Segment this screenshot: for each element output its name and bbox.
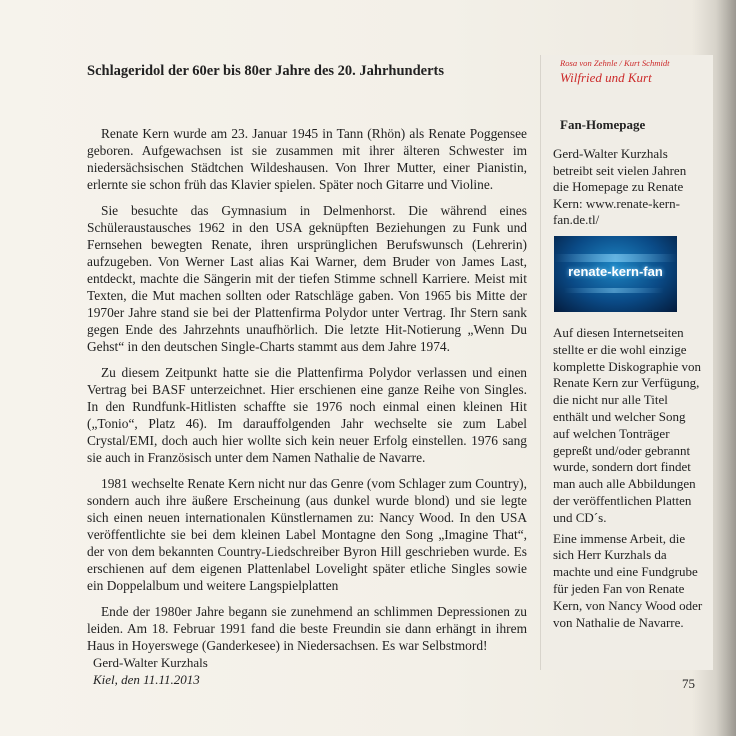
signature-place-date: Kiel, den 11.11.2013	[93, 672, 200, 687]
book-author: Rosa von Zehnle / Kurt Schmidt	[560, 58, 670, 68]
page-edge-shadow	[716, 0, 736, 736]
sidebar-heading: Fan-Homepage	[560, 117, 646, 132]
banner-text: renate-kern-fan	[568, 264, 663, 279]
article-paragraph: Zu diesem Zeitpunkt hatte sie die Plattenfirma Polydor verlassen und einen Vertrag bei BASF unterzeichnet. Hier erschienen eine ganze Reihe von Singles. In den Rundfunk-Hitlisten schaffte sie 1976 noch einmal einen kleinen Hit („Tonio“, Platz 46). Im darauffolgenden Jahr wechselte sie zum Label Crystal/EMI, doch auch hier wollte sich kein neuer Erfolg einstellen. 1976 sang sie auch in Französisch unter dem Namen Nathalie de Navarre.	[87, 365, 527, 465]
article-paragraph: Renate Kern wurde am 23. Januar 1945 in Tann (Rhön) als Renate Poggensee geboren. Aufgewachsen ist sie zusammen mit ihrer älteren Schwester im niedersächsischen Städtchen Wildeshausen. Von Ihrer Mutter, einer Pianistin, erlernte sie schon früh das Klavier spielen. Später noch Gitarre und Violine.	[87, 126, 527, 192]
article-paragraph: Sie besuchte das Gymnasium in Delmenhorst. Die während eines Schüleraustausches 1962 in den USA geknüpften Beziehungen zu Funk und Fernsehen bewegten Renate, ihren ursprünglichen Berufswunsch (Lehrerin) aufzugeben. Von Werner Last alias Kai Warner, dem Bruder von James Last, entdeckt, machte die Sängerin mit der tiefen Stimme schnell Karriere. Meist mit Texten, die Mut machen sollten oder Ratschläge gaben. Von 1965 bis Mitte der 1970er Jahre stand sie bei der Plattenfirma Polydor unter Vertrag. Ihr Stern sank gegen Ende des Jahrzehnts unaufhörlich. Die letzte Hit-Notierung „Wenn Du Gehst“ in den deutschen Single-Charts stammt aus dem Jahre 1974.	[87, 203, 527, 354]
page-number: 75	[682, 676, 695, 691]
book-title: Wilfried und Kurt	[560, 70, 652, 85]
page-title: Schlageridol der 60er bis 80er Jahre des 20. Jahrhunderts	[87, 63, 445, 79]
sidebar-paragraph: Eine immense Arbeit, die sich Herr Kurzhals da machte und eine Fundgrube für jeden Fan von Renate Kern, von Nancy Wood oder von Nathalie de Navarre.	[553, 530, 703, 630]
signature-block	[93, 654, 333, 688]
fan-site-banner	[554, 236, 677, 312]
article-paragraph: 1981 wechselte Renate Kern nicht nur das Genre (vom Schlager zum Country), sondern auch ihre äußere Erscheinung (aus dunkel wurde blond) und sie legte sich einen neuen internationalen Künstlernamen zu: Nancy Wood. In den USA veröffentlichte sie bei dem kleinen Label Montagne den Song „Imagine That“, der von dem bekannten Country-Liedschreiber Byron Hill geschrieben wurde. Es erschienen auf dem eigenen Plattenlabel Lovelight später etliche Singles sowie ein Doppelalbum und weitere Langspielplatten	[87, 476, 527, 593]
sidebar-intro: Gerd-Walter Kurzhals betreibt seit vielen Jahren die Homepage zu Renate Kern: www.renate-kern-fan.de.tl/	[553, 146, 687, 227]
banner-light-streak	[554, 254, 677, 262]
article-body	[87, 125, 527, 663]
sidebar-body	[553, 325, 703, 635]
sidebar-paragraph: Auf diesen Internetseiten stellte er die wohl einzige komplette Diskographie von Renate Kern zur Verfügung, die nicht nur alle Titel enthält und welcher Song auf welchen Tonträger gepreßt und/oder gebrannt wurde, sondern dort findet man auch alle Abbildungen der veröffentlichen Platten und CD´s.	[553, 325, 702, 525]
banner-light-streak	[564, 288, 664, 293]
article-paragraph: Ende der 1980er Jahre begann sie zunehmend an schlimmen Depressionen zu leiden. Am 18. Februar 1991 fand die beste Freundin sie dann erhängt in ihrem Haus in Hoyerswege (Ganderkesee) in Niedersachsen. Es war Selbstmord!	[87, 604, 527, 653]
signature-name: Gerd-Walter Kurzhals	[93, 655, 208, 670]
